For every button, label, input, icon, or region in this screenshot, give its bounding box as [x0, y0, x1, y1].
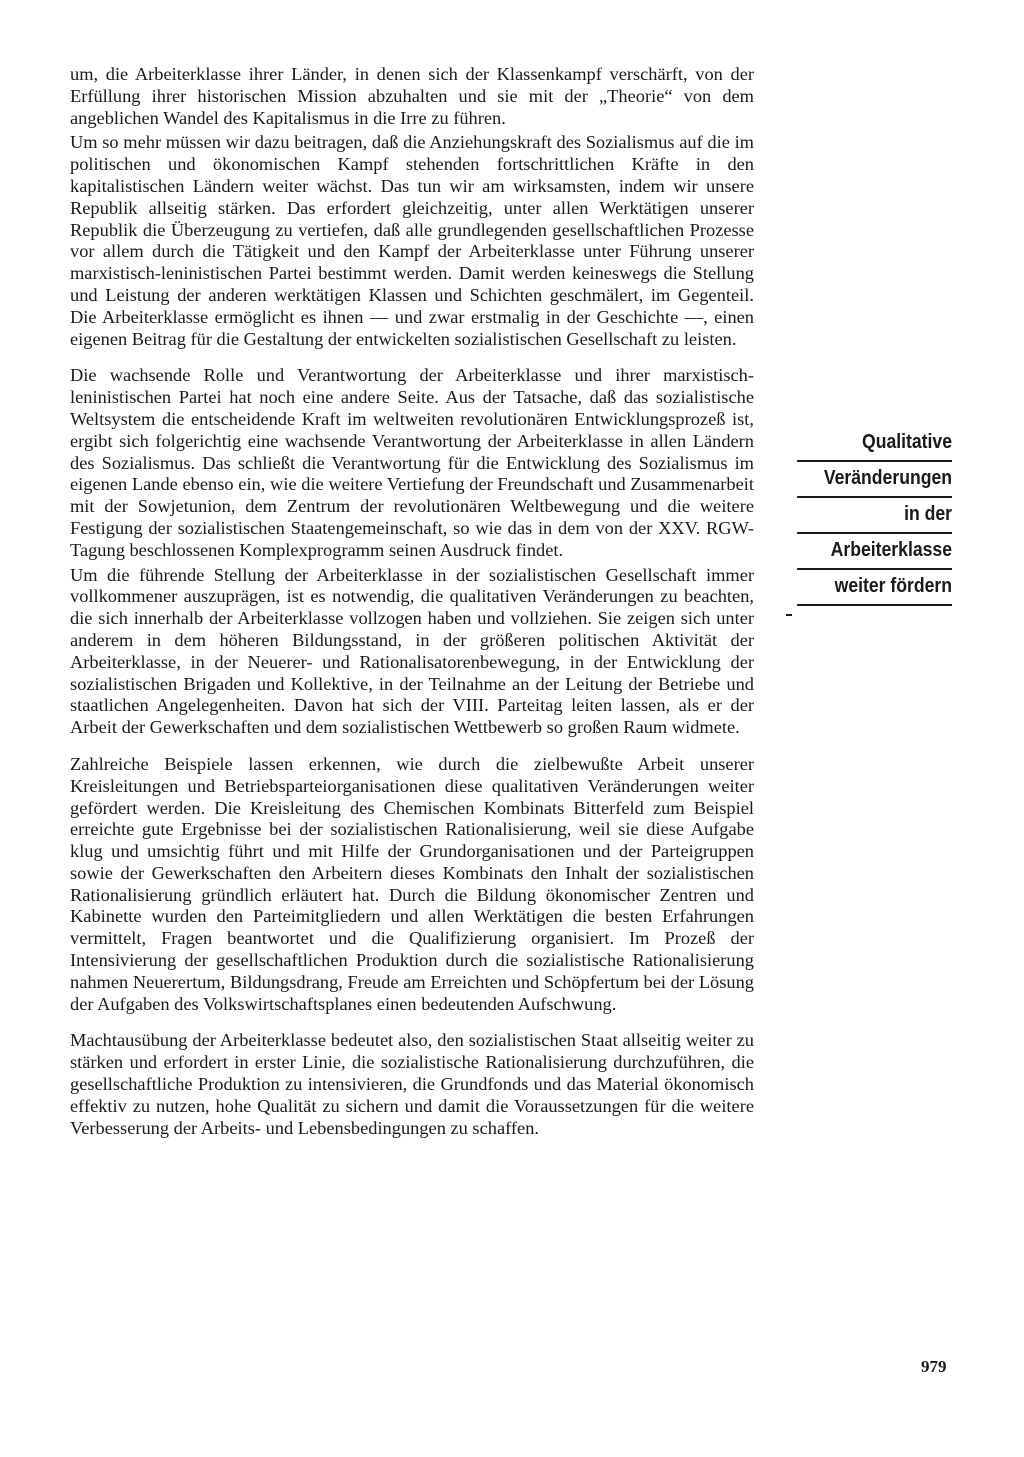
margin-heading-line: Arbeiterklasse — [797, 534, 952, 570]
paragraph: Machtausübung der Arbeiterklasse bedeutet also, den sozialistischen Staat allseitig weiter zu stärken und erfordert in erster Linie, die sozialistische Rationalisierung durchzuführen, die gesellschaftliche Produktion zu intensivieren, die Grundfonds und das Material ökonomisch effektiv zu nutzen, hohe Qualität zu sichern und damit die Voraussetzungen für die weitere Verbesserung der Arbeits- und Lebensbedingungen zu schaffen. — [70, 1030, 754, 1138]
paragraph: Um so mehr müssen wir dazu beitragen, daß die Anziehungskraft des Sozialismus auf die im politischen und ökonomischen Kampf stehenden fortschrittlichen Kräfte in den kapitalistischen Ländern weiter wächst. Das tun wir am wirksamsten, indem wir unsere Republik allseitig stärken. Das erfordert gleichzeitig, unter allen Werktätigen unserer Republik die Überzeugung zu vertiefen, daß alle grundlegenden gesellschaftlichen Prozesse vor allem durch die Tätigkeit und den Kampf der Arbeiterklasse unter Führung unserer marxistisch-leninistischen Partei bestimmt werden. Damit werden keineswegs die Stellung und Leistung der anderen werktätigen Klassen und Schichten geschmälert, im Gegenteil. Die Arbeiterklasse ermöglicht es ihnen — und zwar erstmalig in der Geschichte —, einen eigenen Beitrag für die Gestaltung der entwickelten sozialistischen Gesellschaft zu leisten. — [70, 132, 754, 349]
paragraph: Die wachsende Rolle und Verantwortung der Arbeiterklasse und ihrer marxistisch-leninistischen Partei hat noch eine andere Seite. Aus der Tatsache, daß das sozialistische Weltsystem die entscheidende Kraft im weltweiten revolutionären Entwicklungsprozeß ist, ergibt sich folgerichtig eine wachsende Verantwortung der Arbeiterklasse in allen Ländern des Sozialismus. Das schließt die Verantwortung für die Entwicklung des Sozialismus im eigenen Lande ebenso ein, wie die weitere Vertiefung der Freundschaft und Zusammenarbeit mit der Sowjetunion, dem Zentrum der revolutionären Weltbewegung und die weitere Festigung der sozialistischen Staatengemeinschaft, so wie das in dem von der XXV. RGW-Tagung beschlossenen Komplexprogramm seinen Ausdruck findet. — [70, 365, 754, 560]
margin-heading-line: Qualitative — [797, 426, 952, 462]
margin-heading — [776, 426, 952, 616]
margin-mark — [786, 614, 792, 616]
margin-heading-line: Veränderungen — [797, 462, 952, 498]
paragraph: Zahlreiche Beispiele lassen erkennen, wie durch die zielbewußte Arbeit unserer Kreisleitungen und Betriebsparteiorganisationen diese qualitativen Veränderungen weiter gefördert werden. Die Kreisleitung des Chemischen Kombinats Bitterfeld zum Beispiel erreichte gute Ergebnisse bei der sozialistischen Rationalisierung, weil sie diese Aufgabe klug und umsichtig führt und mit Hilfe der Grundorganisationen und der Parteigruppen sowie der Gewerkschaften den Arbeitern dieses Kombinats den Inhalt der sozialistischen Rationalisierung gründlich erläutert hat. Durch die Bildung ökonomischer Zentren und Kabinette wurden den Parteimitgliedern und allen Werktätigen die besten Erfahrungen vermittelt, Fragen beantwortet und die Qualifizierung organisiert. Im Prozeß der Intensivierung der gesellschaftlichen Produktion durch die sozialistische Rationalisierung nahmen Neuerertum, Bildungsdrang, Freude am Erreichten und Schöpfertum bei der Lösung der Aufgaben des Volkswirtschaftsplanes einen bedeutenden Aufschwung. — [70, 753, 754, 1014]
page-number: 979 — [921, 1357, 947, 1376]
body-text — [70, 64, 754, 1139]
margin-heading-line: weiter fördern — [797, 570, 952, 606]
paragraph: um, die Arbeiterklasse ihrer Länder, in denen sich der Klassenkampf verschärft, von der Erfüllung ihrer historischen Mission abzuhalten und sie mit der „Theorie“ von dem angeblichen Wandel des Kapitalismus in die Irre zu führen. — [70, 64, 754, 128]
paragraph: Um die führende Stellung der Arbeiterklasse in der sozialistischen Gesellschaft immer vollkommener auszuprägen, ist es notwendig, die qualitativen Veränderungen zu beachten, die sich innerhalb der Arbeiterklasse vollzogen haben und vollziehen. Sie zeigen sich unter anderem in dem höheren Bildungsstand, in der größeren politischen Aktivität der Arbeiterklasse, in der Neuerer- und Rationalisatorenbewegung, in der Entwicklung der sozialistischen Brigaden und Kollektive, in der Teilnahme an der Leitung der Betriebe und staatlichen Angelegenheiten. Davon hat sich der VIII. Parteitag leiten lassen, als er der Arbeit der Gewerkschaften und dem sozialistischen Wettbewerb so großen Raum widmete. — [70, 564, 754, 738]
margin-heading-line: in der — [797, 498, 952, 534]
